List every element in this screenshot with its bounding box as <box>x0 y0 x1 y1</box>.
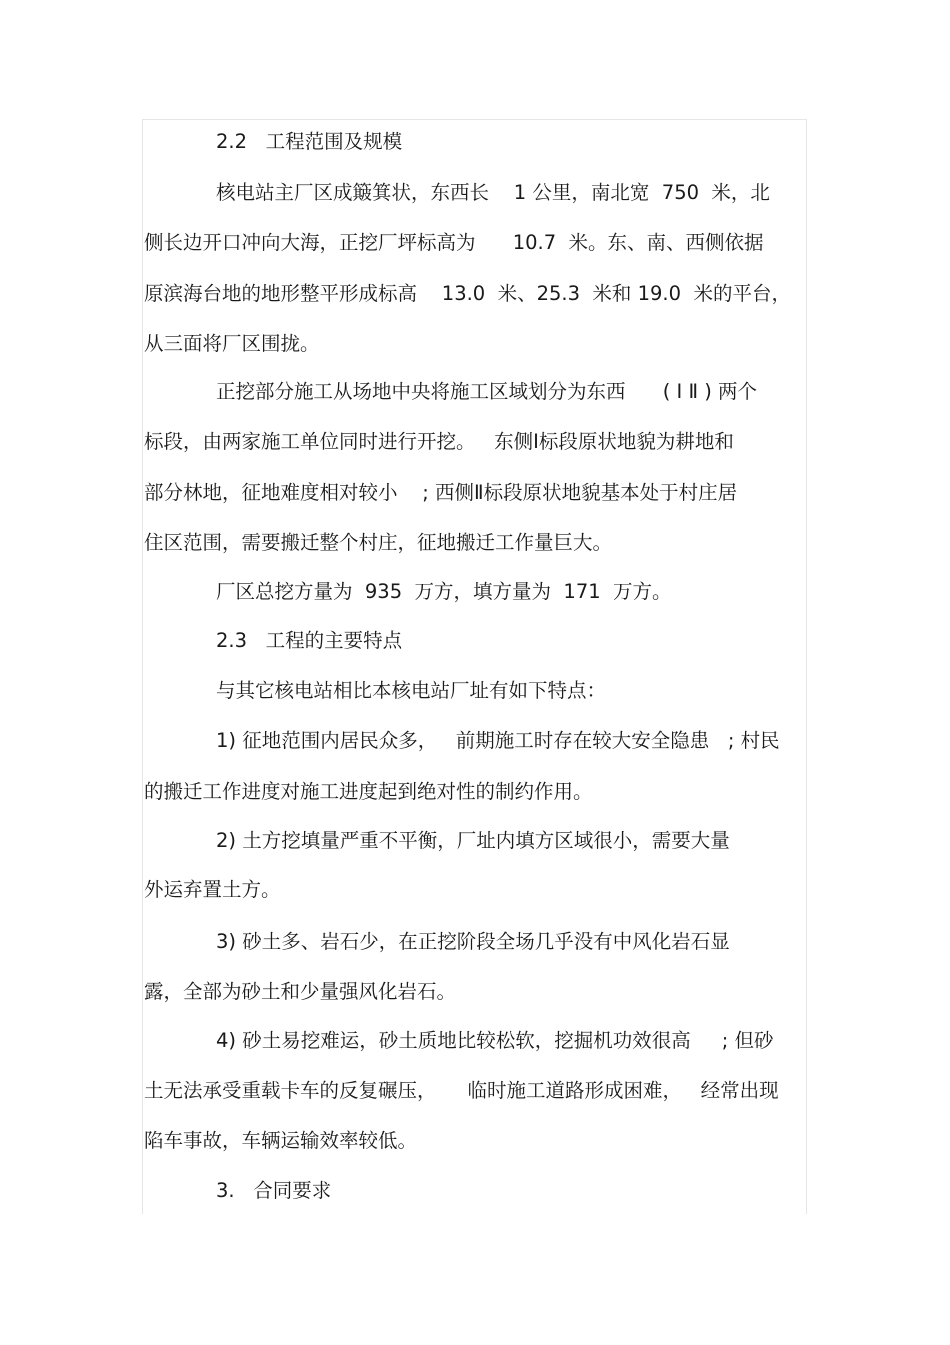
list-item-4-continuation: 土无法承受重载卡车的反复碾压， 临时施工道路形成困难， 经常出现 <box>144 1079 779 1102</box>
list-item-3: 3) 砂土多、岩石少，在正挖阶段全场几乎没有中风化岩石显 <box>216 930 730 953</box>
paragraph-line: 核电站主厂区成簸箕状，东西长 1 公里，南北宽 750 米，北 <box>216 181 770 204</box>
paragraph-line: 标段，由两家施工单位同时进行开挖。 东侧Ⅰ标段原状地貌为耕地和 <box>144 430 734 453</box>
paragraph-line: 与其它核电站相比本核电站厂址有如下特点： <box>216 679 607 702</box>
list-item-2-continuation: 外运弃置土方。 <box>144 878 281 901</box>
section-heading-3: 3. 合同要求 <box>216 1179 332 1202</box>
list-item-1: 1) 征地范围内居民众多， 前期施工时存在较大安全隐患 ; 村民 <box>216 729 780 752</box>
paragraph-line: 原滨海台地的地形整平形成标高 13.0 米、25.3 米和 19.0 米的平台， <box>144 282 791 305</box>
list-item-4-continuation: 陷车事故，车辆运输效率较低。 <box>144 1129 418 1152</box>
paragraph-line: 正挖部分施工从场地中央将施工区域划分为东西 ( Ⅰ Ⅱ ) 两个 <box>216 380 758 403</box>
paragraph-line: 部分林地，征地难度相对较小 ; 西侧Ⅱ标段原状地貌基本处于村庄居 <box>144 481 738 504</box>
paragraph-line: 侧长边开口冲向大海，正挖厂坪标高为 10.7 米。东、南、西侧依据 <box>144 231 764 254</box>
section-heading-2-2: 2.2 工程范围及规模 <box>216 130 403 153</box>
paragraph-line: 厂区总挖方量为 935 万方，填方量为 171 万方。 <box>216 580 672 603</box>
list-item-2: 2) 土方挖填量严重不平衡，厂址内填方区域很小，需要大量 <box>216 829 730 852</box>
paragraph-line: 从三面将厂区围拢。 <box>144 332 320 355</box>
section-heading-2-3: 2.3 工程的主要特点 <box>216 629 403 652</box>
list-item-3-continuation: 露，全部为砂土和少量强风化岩石。 <box>144 980 457 1003</box>
list-item-4: 4) 砂土易挖难运，砂土质地比较松软，挖掘机功效很高 ; 但砂 <box>216 1029 774 1052</box>
list-item-1-continuation: 的搬迁工作进度对施工进度起到绝对性的制约作用。 <box>144 780 593 803</box>
paragraph-line: 住区范围，需要搬迁整个村庄，征地搬迁工作量巨大。 <box>144 531 613 554</box>
